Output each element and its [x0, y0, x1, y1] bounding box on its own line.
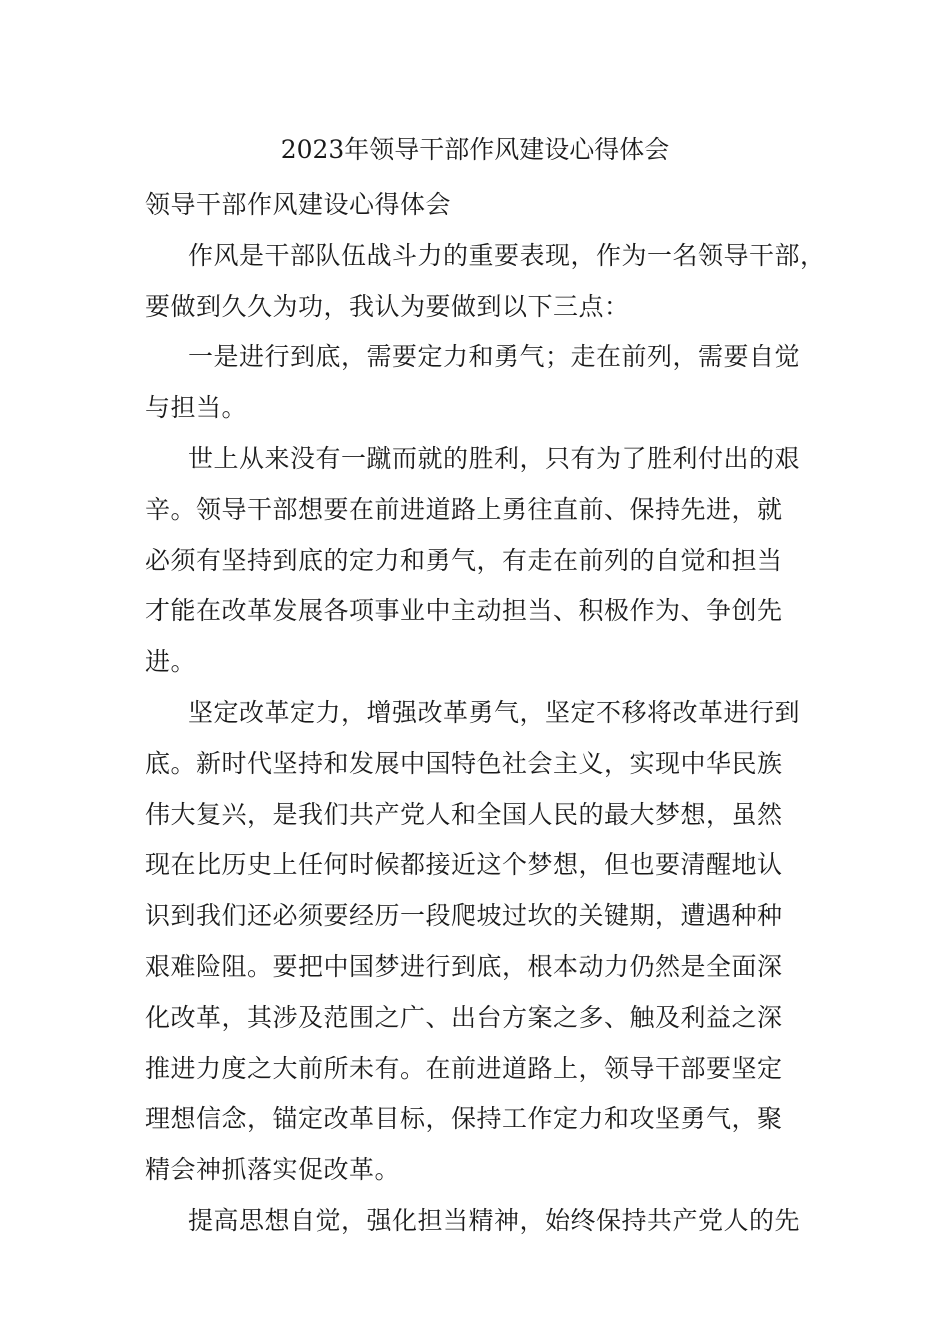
text-line: 精会神抓落实促改革。	[145, 1155, 401, 1185]
text-line: 识到我们还必须要经历一段爬坡过坎的关键期，遭遇种种	[145, 901, 783, 931]
text-line: 现在比历史上任何时候都接近这个梦想，但也要清醒地认	[145, 850, 783, 880]
text-line: 底。新时代坚持和发展中国特色社会主义，实现中华民族	[145, 748, 783, 778]
text-line: 世上从来没有一蹴而就的胜利，只有为了胜利付出的艰	[188, 443, 801, 473]
text-line: 坚定改革定力，增强改革勇气，坚定不移将改革进行到	[188, 697, 801, 727]
text-line: 伟大复兴，是我们共产党人和全国人民的最大梦想，虽然	[145, 799, 783, 829]
text-line: 才能在改革发展各项事业中主动担当、积极作为、争创先	[145, 596, 783, 626]
text-line: 艰难险阻。要把中国梦进行到底，根本动力仍然是全面深	[145, 951, 783, 981]
text-line: 进。	[145, 647, 197, 677]
text-line: 推进力度之大前所未有。在前进道路上，领导干部要坚定	[145, 1053, 783, 1083]
text-line: 要做到久久为功，我认为要做到以下三点：	[145, 291, 630, 321]
text-line: 领导干部作风建设心得体会	[145, 190, 452, 219]
document-title: 2023年领导干部作风建设心得体会	[280, 135, 670, 164]
text-line: 一是进行到底，需要定力和勇气；走在前列，需要自觉	[188, 342, 801, 372]
text-line: 作风是干部队伍战斗力的重要表现，作为一名领导干部，	[188, 240, 826, 270]
text-line: 辛。领导干部想要在前进道路上勇往直前、保持先进，就	[145, 494, 783, 524]
text-line: 与担当。	[145, 393, 248, 423]
document-body	[145, 180, 826, 1247]
text-line: 必须有坚持到底的定力和勇气，有走在前列的自觉和担当	[145, 545, 783, 575]
text-line: 提高思想自觉，强化担当精神，始终保持共产党人的先	[188, 1205, 801, 1235]
text-line: 理想信念，锚定改革目标，保持工作定力和攻坚勇气，聚	[145, 1104, 783, 1134]
text-line: 化改革，其涉及范围之广、出台方案之多、触及利益之深	[145, 1002, 783, 1032]
